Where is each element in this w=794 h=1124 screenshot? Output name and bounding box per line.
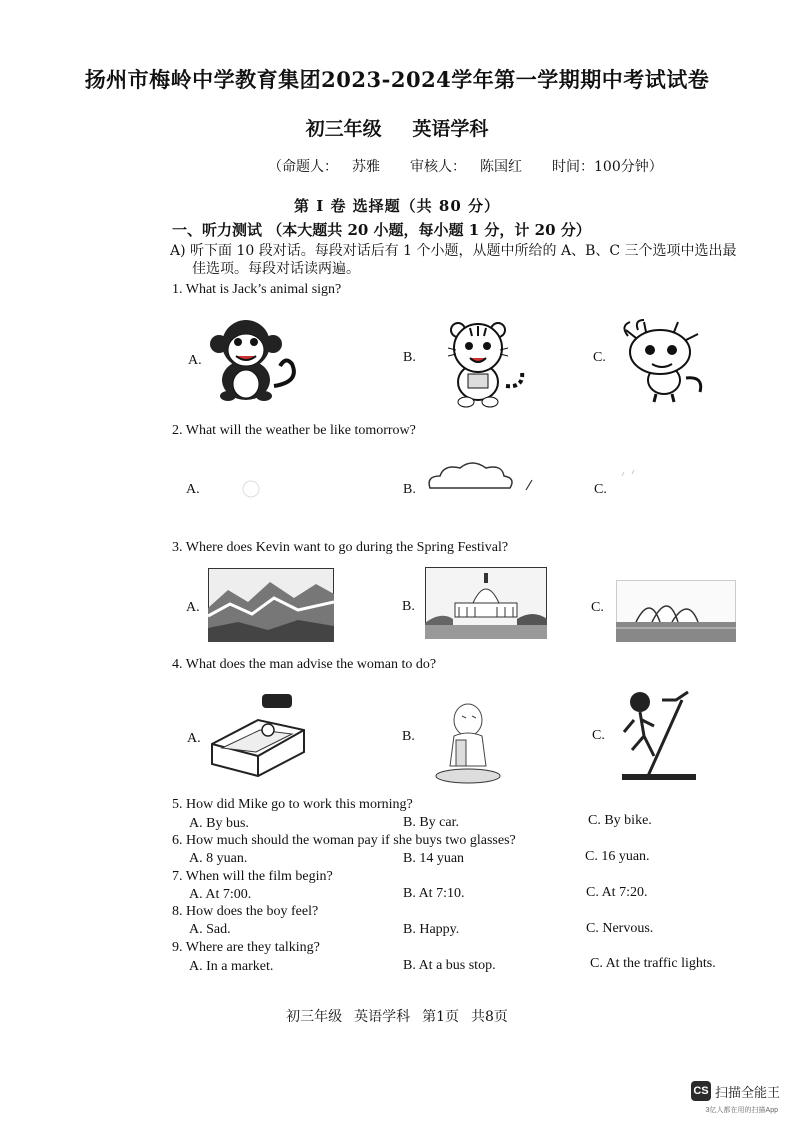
q1-label-c: C. xyxy=(593,350,606,365)
question-2: 2. What will the weather be like tomorrow? xyxy=(172,423,416,438)
q5-option-a: A. By bus. xyxy=(189,816,249,831)
q8-option-c: C. Nervous. xyxy=(586,921,654,936)
q8-option-b: B. Happy. xyxy=(403,922,460,937)
q6-option-b: B. 14 yuan xyxy=(403,851,465,866)
q7-option-c: C. At 7:20. xyxy=(586,885,648,900)
q3-label-c: C. xyxy=(591,600,604,615)
footer-page: 第1页 xyxy=(422,1009,459,1025)
proposer-name: 苏雅 xyxy=(352,159,380,175)
question-7: 7. When will the film begin? xyxy=(172,869,333,884)
sleeping-bed-icon xyxy=(208,690,308,780)
question-1: 1. What is Jack’s animal sign? xyxy=(172,282,342,297)
section-heading: 一、听力测试 （本大题共 20 小题，每小题 1 分，计 20 分） xyxy=(172,221,591,239)
q4-label-c: C. xyxy=(592,728,605,743)
footer-subject: 英语学科 xyxy=(354,1009,411,1025)
exam-subtitle xyxy=(0,114,794,141)
question-5: 5. How did Mike go to work this morning? xyxy=(172,797,413,812)
drinking-water-icon xyxy=(432,700,506,786)
rainy-icon xyxy=(614,462,654,502)
footer-grade: 初三年级 xyxy=(286,1009,343,1025)
q9-option-a: A. In a market. xyxy=(189,959,274,974)
sunny-icon xyxy=(226,464,276,514)
q8-option-a: A. Sad. xyxy=(189,922,231,937)
cloudy-icon xyxy=(424,458,544,498)
question-3: 3. Where does Kevin want to go during the Spring Festival? xyxy=(172,540,509,555)
exam-meta xyxy=(268,156,677,176)
part-heading: 第 I 卷 选择题（共 80 分） xyxy=(293,197,500,215)
q1-label-a: A. xyxy=(188,353,202,368)
exam-title: 扬州市梅岭中学教育集团2023-2024学年第一学期期中考试试卷 xyxy=(84,67,710,92)
q6-option-a: A. 8 yuan. xyxy=(189,851,248,866)
scanner-app-name: 扫描全能王 xyxy=(714,1084,780,1100)
question-8: 8. How does the boy feel? xyxy=(172,904,319,919)
q7-option-a: A. At 7:00. xyxy=(189,887,252,902)
q5-option-c: C. By bike. xyxy=(588,813,652,828)
instruction-line-2: 佳选项。每段对话读两遍。 xyxy=(192,261,360,277)
scanner-watermark xyxy=(691,1081,780,1114)
footer-total: 共8页 xyxy=(471,1009,508,1025)
reviewer-label: 审核人： xyxy=(410,159,466,175)
page-footer xyxy=(0,1006,794,1026)
q2-label-c: C. xyxy=(594,482,607,497)
treadmill-running-icon xyxy=(618,688,704,784)
capitol-building-icon xyxy=(425,567,547,639)
instruction-line-1: A) 听下面 10 段对话。每段对话后有 1 个小题，从题中所给的 A、B、C 三个选项中选出最 xyxy=(170,243,737,259)
opera-house-icon xyxy=(616,580,736,642)
q6-option-c: C. 16 yuan. xyxy=(585,849,650,864)
subject-label: 英语学科 xyxy=(412,118,489,140)
q9-option-c: C. At the traffic lights. xyxy=(590,956,716,971)
question-6: 6. How much should the woman pay if she buys two glasses? xyxy=(172,833,516,848)
q4-label-a: A. xyxy=(187,731,201,746)
q2-label-b: B. xyxy=(403,482,416,497)
proposer-label: （命题人： xyxy=(268,159,338,175)
grade-label: 初三年级 xyxy=(305,118,382,140)
scanner-logo-icon: CS xyxy=(691,1081,711,1101)
reviewer-name: 陈国红 xyxy=(480,159,522,175)
scanner-tagline: 3亿人都在用的扫描App xyxy=(705,1107,778,1114)
great-wall-icon xyxy=(208,568,334,642)
q3-label-a: A. xyxy=(186,600,200,615)
q7-option-b: B. At 7:10. xyxy=(403,886,465,901)
monkey-icon xyxy=(208,316,300,402)
q1-label-b: B. xyxy=(403,350,416,365)
question-9: 9. Where are they talking? xyxy=(172,940,320,955)
dragon-icon xyxy=(616,318,710,406)
question-4: 4. What does the man advise the woman to do? xyxy=(172,657,437,672)
q9-option-b: B. At a bus stop. xyxy=(403,958,496,973)
time-label: 时间：100分钟） xyxy=(552,159,663,175)
q4-label-b: B. xyxy=(402,729,415,744)
q5-option-b: B. By car. xyxy=(403,815,459,830)
q2-label-a: A. xyxy=(186,482,200,497)
q3-label-b: B. xyxy=(402,599,415,614)
tiger-icon xyxy=(434,316,530,408)
